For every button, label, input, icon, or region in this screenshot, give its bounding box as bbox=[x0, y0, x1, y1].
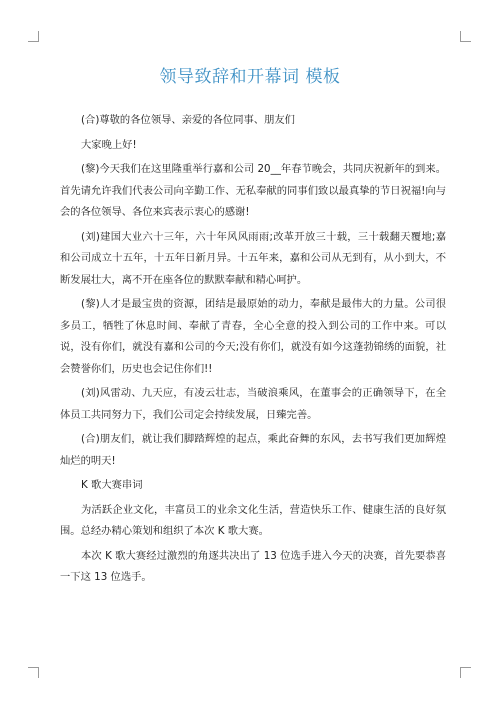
paragraph-good-evening: 大家晚上好! bbox=[81, 138, 137, 151]
crop-mark-top-right-v bbox=[460, 31, 461, 42]
paragraph-ambition: (刘)风雷动、九天应，有凌云壮志，当破浪乘风，在董事会的正确领导下，在全体员工共同努力下，我们公司定会持续发展，日臻完善。 bbox=[60, 387, 446, 421]
section-heading-karaoke: K 歌大赛串词 bbox=[81, 479, 143, 491]
paragraph-karaoke-finalists: 本次 K 歌大赛经过激烈的角逐共决出了 13 位选手进入今天的决赛，首先要恭喜一下这 13 位选手。 bbox=[60, 549, 446, 583]
crop-mark-top-left-v bbox=[38, 31, 39, 42]
paragraph-karaoke-intro: 为活跃企业文化，丰富员工的业余文化生活，营造快乐工作、健康生活的良好氛围。总经办精心策划和组织了本次 K 歌大赛。 bbox=[60, 503, 446, 537]
crop-mark-top-right-h bbox=[460, 41, 471, 42]
paragraph-greeting: (合)尊敬的各位领导、亲爱的各位同事、朋友们 bbox=[81, 114, 295, 126]
paragraph-talent: (黎)人才是最宝贵的资源，团结是最原始的动力，奉献是最伟大的力量。公司很多员工，牺牲了休息时间、奉献了青春，全心全意的投入到公司的工作中来。可以说，没有你们，就没有嘉和公司的今天;没有你们，就没有如今这蓬勃锦绣的面貌，社会赞誉你们，历史也会记住你们!! bbox=[60, 298, 446, 375]
crop-mark-bottom-right-h bbox=[460, 667, 471, 668]
crop-mark-bottom-right-v bbox=[460, 667, 461, 678]
paragraph-history: (刘)建国大业六十三年，六十年风风雨雨;改革开放三十载，三十载翻天覆地;嘉和公司成立十五年，十五年日新月异。十五年来，嘉和公司从无到有，从小到大，不断发展壮大，离不开在座各位的默默奉献和精心呵护。 bbox=[60, 230, 446, 286]
crop-mark-bottom-left-v bbox=[38, 667, 39, 678]
document-title: 领导致辞和开幕词 模板 bbox=[159, 67, 341, 87]
paragraph-opening: (黎)今天我们在这里隆重举行嘉和公司 20__年春节晚会，共同庆祝新年的到来。首先请允许我们代表公司向辛勤工作、无私奉献的同事们致以最真挚的节日祝福!向与会的各位领导、各位来宾表示衷心的感谢! bbox=[60, 163, 446, 218]
document-body bbox=[60, 110, 446, 592]
paragraph-closing: (合)朋友们，就让我们脚踏辉煌的起点，乘此奋舞的东风，去书写我们更加辉煌灿烂的明天! bbox=[60, 433, 446, 467]
